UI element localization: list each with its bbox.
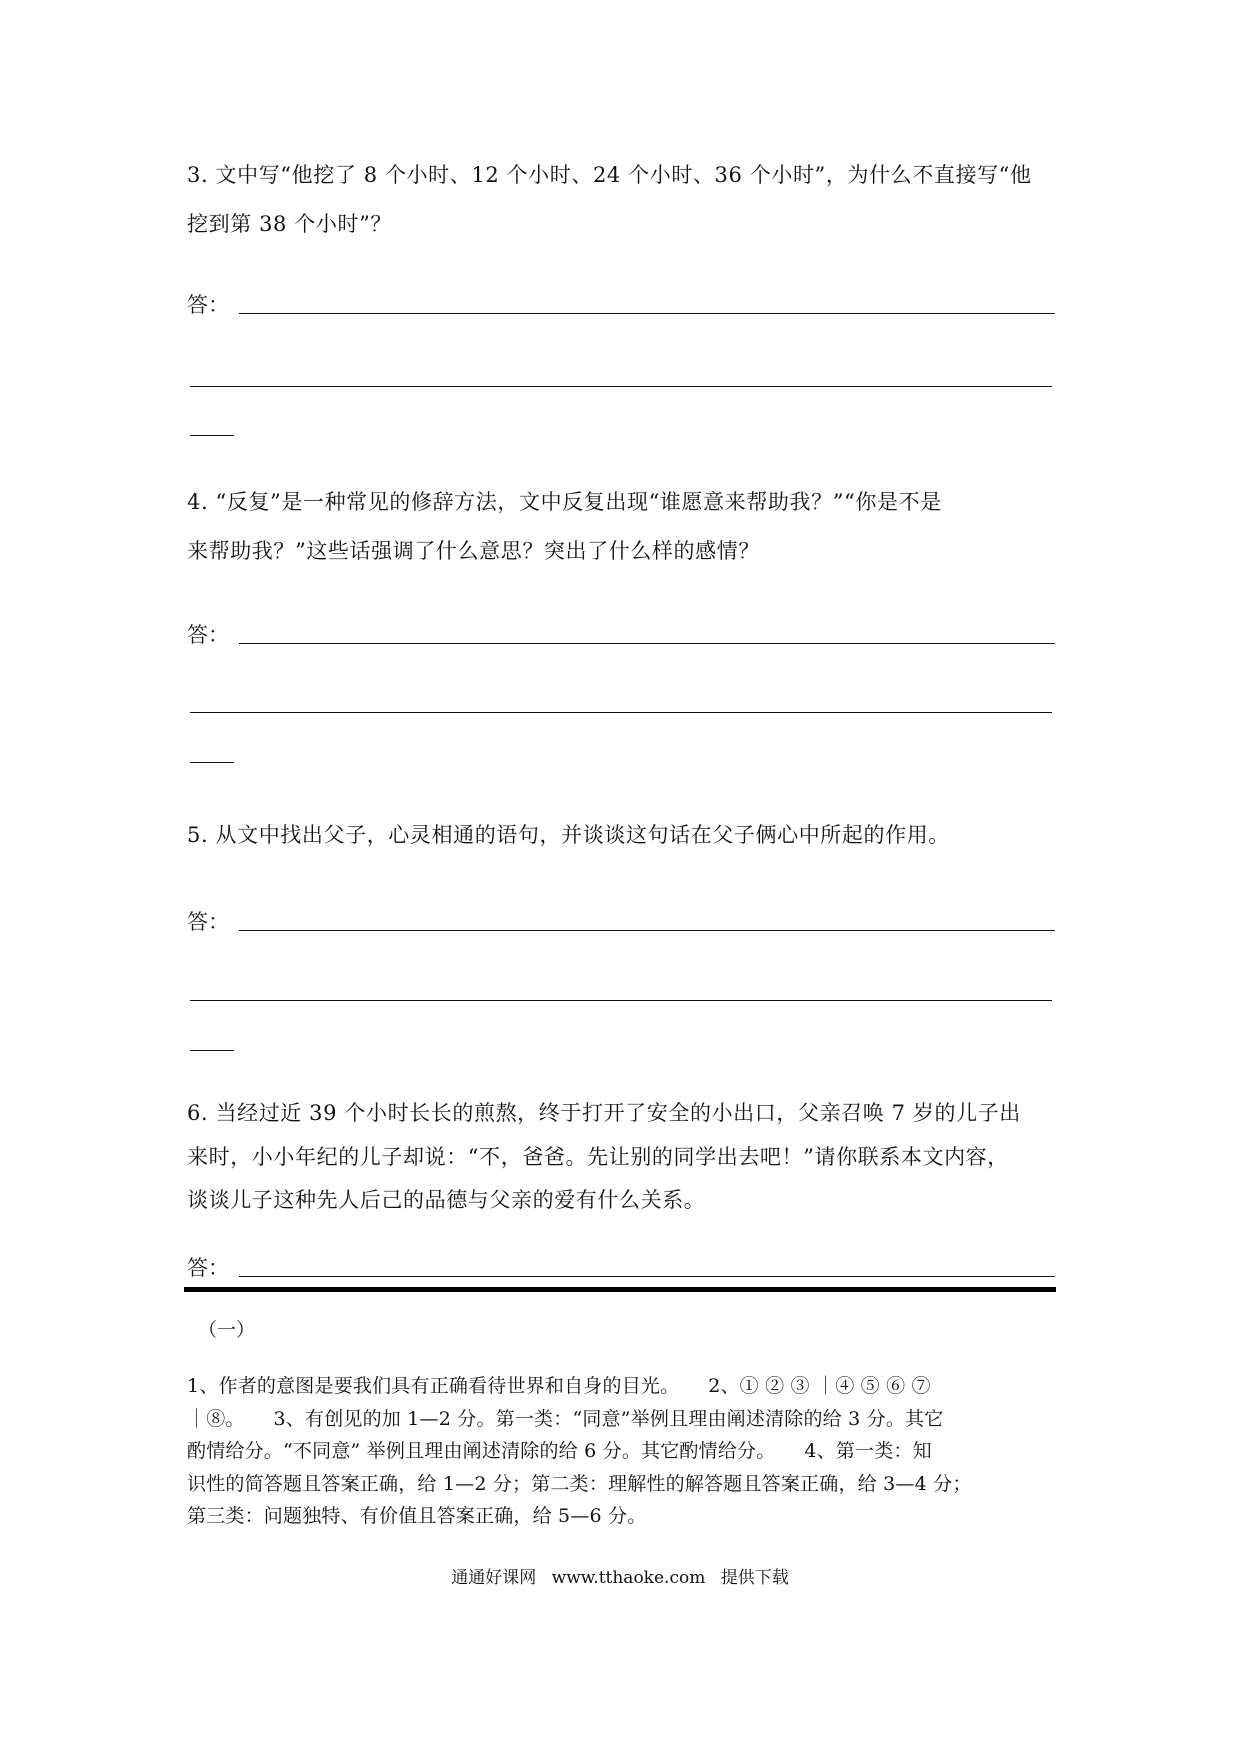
- answer-blank-line[interactable]: [239, 643, 1055, 644]
- footer-suffix: 提供下载: [720, 1568, 789, 1588]
- question-5-answer-line-3[interactable]: [190, 1050, 234, 1051]
- page-footer: [0, 1566, 1240, 1590]
- answer-key-line: 1、作者的意图是要我们具有正确看待世界和自身的目光。 2、① ② ③ ｜④ ⑤ ⑥ ⑦: [187, 1375, 931, 1397]
- answer-key: [187, 1370, 1055, 1533]
- question-6-line-2: 来时，小小年纪的儿子却说：“不，爸爸。先让别的同学出去吧！”请你联系本文内容，: [187, 1145, 1009, 1169]
- question-6-line-3: 谈谈儿子这种先人后己的品德与父亲的爱有什么关系。: [187, 1188, 706, 1212]
- answer-key-line: 第三类：问题独特、有价值且答案正确，给 5—6 分。: [187, 1505, 647, 1527]
- question-5-answer-line-2[interactable]: [190, 1000, 1052, 1001]
- question-4-answer-line-3[interactable]: [190, 762, 234, 763]
- question-3-answer-row[interactable]: [187, 290, 1055, 320]
- answer-blank-line[interactable]: [239, 313, 1055, 314]
- question-5-answer-row[interactable]: [187, 907, 1055, 937]
- question-4-line-2: 来帮助我？”这些话强调了什么意思？突出了什么样的感情？: [187, 539, 760, 563]
- footer-url[interactable]: www.tthaoke.com: [551, 1568, 706, 1588]
- question-3-answer-line-3[interactable]: [190, 435, 234, 436]
- section-divider: [184, 1287, 1056, 1292]
- question-3-line-2: 挖到第 38 个小时”？: [187, 212, 393, 236]
- question-6-answer-row[interactable]: [187, 1253, 1055, 1283]
- question-3-answer-line-2[interactable]: [190, 386, 1052, 387]
- question-5-line-1: 5. 从文中找出父子，心灵相通的语句，并谈谈这句话在父子俩心中所起的作用。: [187, 823, 950, 847]
- answer-key-section-label: （一）: [198, 1319, 256, 1341]
- question-3-line-1: 3. 文中写“他挖了 8 个小时、12 个小时、24 个小时、36 个小时”，为什么不直接写“他: [187, 163, 1032, 187]
- answer-blank-line[interactable]: [239, 930, 1055, 931]
- answer-label: 答：: [187, 1256, 229, 1280]
- question-6-line-1: 6. 当经过近 39 个小时长长的煎熬，终于打开了安全的小出口，父亲召唤 7 岁的儿子出: [187, 1101, 1021, 1125]
- answer-label: 答：: [187, 910, 229, 934]
- answer-label: 答：: [187, 293, 229, 317]
- answer-key-line: ｜⑧。 3、有创见的加 1—2 分。第一类：“同意”举例且理由阐述清除的给 3 分。其它: [187, 1407, 944, 1430]
- question-4-line-1: 4. “反复”是一种常见的修辞方法，文中反复出现“谁愿意来帮助我？”“你是不是: [187, 490, 942, 514]
- footer-site-name: 通通好课网: [451, 1568, 537, 1588]
- answer-blank-line[interactable]: [239, 1276, 1055, 1277]
- answer-key-line: 酌情给分。“不同意” 举例且理由阐述清除的给 6 分。其它酌情给分。 4、第一类：知: [187, 1440, 932, 1462]
- question-4-answer-line-2[interactable]: [190, 712, 1052, 713]
- answer-label: 答：: [187, 623, 229, 647]
- question-4-answer-row[interactable]: [187, 620, 1055, 650]
- answer-key-line: 识性的简答题且答案正确，给 1—2 分；第二类：理解性的解答题且答案正确，给 3—4 分；: [187, 1472, 972, 1495]
